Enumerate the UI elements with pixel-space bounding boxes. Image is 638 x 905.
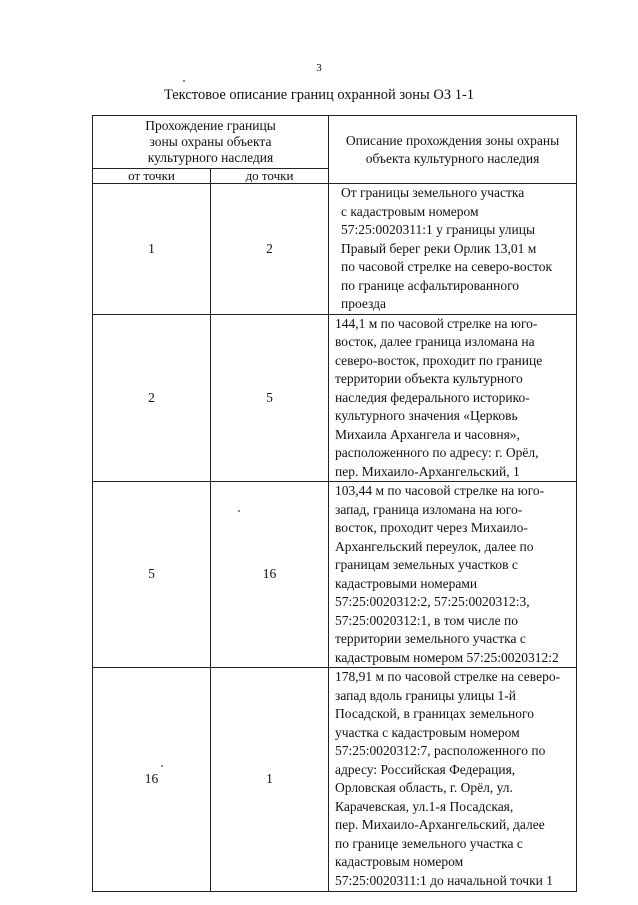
from-point-cell: 16: [93, 668, 211, 892]
header-boundary-passage: Прохождение границы зоны охраны объекта культурного наследия: [93, 116, 329, 169]
header-description: Описание прохождения зоны охраны объекта культурного наследия: [329, 116, 577, 184]
description-cell: 144,1 м по часовой стрелке на юго- восток, далее граница изломана на северо-восток, проходит по границе территории объекта культурного наследия федерального историко- культурного значения «Церковь Михаила Архангела и часовня», расположенного по адресу: г. Орёл, пер. Михаило-Архангельский, 1: [329, 314, 577, 482]
scan-speck: [238, 510, 240, 512]
to-point-cell: 1: [211, 668, 329, 892]
table-row: [93, 314, 577, 482]
table-header-row: [93, 116, 577, 169]
document-title: Текстовое описание границ охранной зоны ОЗ 1-1: [163, 87, 475, 103]
from-point-cell: 5: [93, 482, 211, 668]
header-to-point: до точки: [211, 169, 329, 184]
from-point-cell: 1: [93, 184, 211, 315]
to-point-cell: 16: [211, 482, 329, 668]
description-cell: 103,44 м по часовой стрелке на юго- запад, граница изломана на юго- восток, проходит через Михаило- Архангельский переулок, далее по границам земельных участков с кадастровыми номерами 57:25:0020312:2, 57:25:0020312:3, 57:25:0020312:1, в том числе по территории земельного участка с кадастровым номером 57:25:0020312:2: [329, 482, 577, 668]
table-row: [93, 668, 577, 892]
boundary-description-table: [92, 115, 577, 892]
scan-speck: [161, 765, 163, 767]
page-number: 3: [316, 62, 322, 74]
to-point-cell: 2: [211, 184, 329, 315]
to-point-cell: 5: [211, 314, 329, 482]
table-row: [93, 184, 577, 315]
description-cell: 178,91 м по часовой стрелке на северо- запад вдоль границы улицы 1-й Посадской, в границах земельного участка с кадастровым номером 57:25:0020312:7, расположенного по адресу: Российская Федерация, Орловская область, г. Орёл, ул. Карачевская, ул.1-я Посадская, пер. Михаило-Архангельский, далее по границе земельного участка с кадастровым номером 57:25:0020311:1 до начальной точки 1: [329, 668, 577, 892]
scan-speck: [183, 80, 185, 82]
description-cell: От границы земельного участка с кадастровым номером 57:25:0020311:1 у границы улицы Правый берег реки Орлик 13,01 м по часовой стрелке на северо-восток по границе асфальтированного проезда: [329, 184, 577, 315]
table-row: [93, 482, 577, 668]
header-from-point: от точки: [93, 169, 211, 184]
from-point-cell: 2: [93, 314, 211, 482]
